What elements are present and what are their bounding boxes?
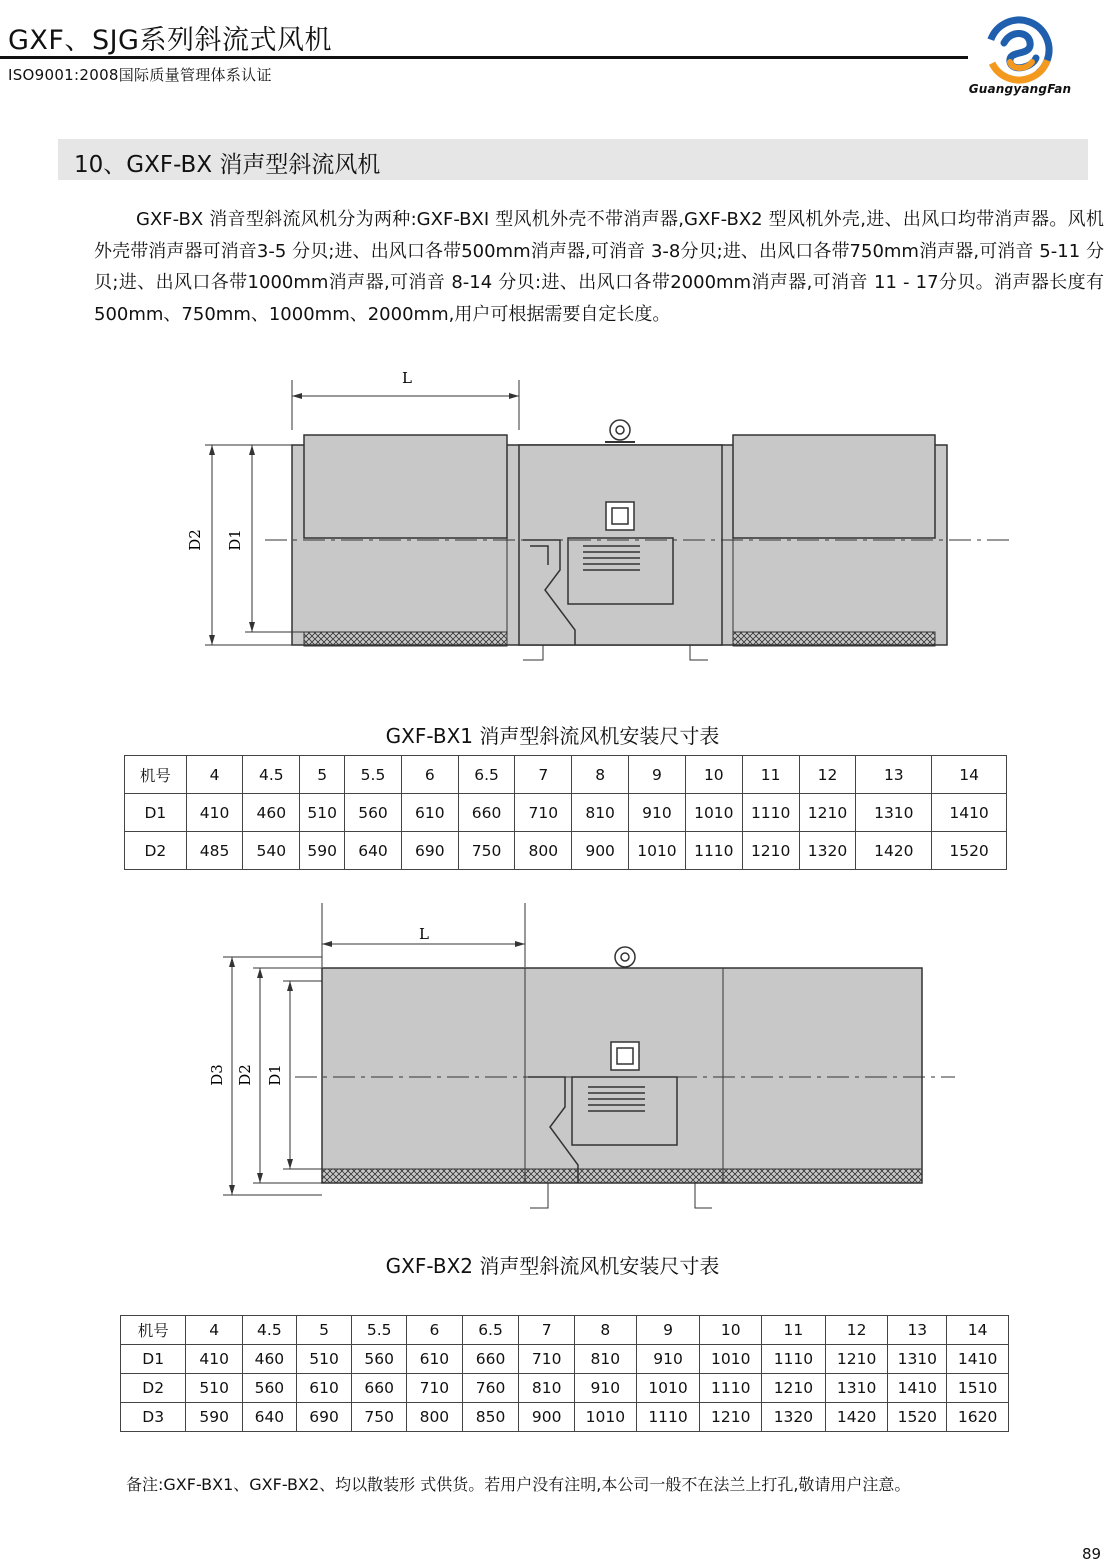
bx1-label-d1: D1: [226, 529, 244, 551]
table-cell: 1010: [636, 1374, 700, 1403]
bx2-spec-table: [120, 1315, 1009, 1432]
table-row: [125, 794, 1007, 832]
table-cell: 810: [519, 1374, 575, 1403]
bx1-label-d2: D2: [186, 529, 204, 551]
table-cell: 机号: [121, 1316, 186, 1345]
table-row: [125, 832, 1007, 870]
table-cell: 1210: [762, 1374, 826, 1403]
table-row: [121, 1374, 1009, 1403]
table-cell: 14: [947, 1316, 1009, 1345]
table-cell: 1110: [700, 1374, 762, 1403]
table-cell: 1110: [685, 832, 742, 870]
footnote: 备注:GXF-BX1、GXF-BX2、均以散装形 式供货。若用户没有注明,本公司一般不在法兰上打孔,敬请用户注意。: [126, 1475, 911, 1494]
table-cell: 12: [799, 756, 856, 794]
table-cell: 710: [407, 1374, 463, 1403]
table-cell: 1310: [856, 794, 932, 832]
table-cell: 640: [243, 1403, 297, 1432]
table-cell: 610: [401, 794, 458, 832]
table-cell: 1520: [888, 1403, 947, 1432]
table-cell: 610: [407, 1345, 463, 1374]
bx1-fan-diagram: [0, 360, 1105, 680]
table-cell: 540: [243, 832, 300, 870]
table-cell: 910: [636, 1345, 700, 1374]
table-cell: 1320: [799, 832, 856, 870]
table-cell: 760: [462, 1374, 519, 1403]
table-cell: 11: [742, 756, 799, 794]
table-cell: 10: [700, 1316, 762, 1345]
table-cell: 710: [515, 794, 572, 832]
table1-caption: GXF-BX1 消声型斜流风机安装尺寸表: [385, 724, 720, 748]
bx1-spec-table: [124, 755, 1007, 870]
table-cell: 1110: [762, 1345, 826, 1374]
table-cell: 560: [243, 1374, 297, 1403]
logo-text: GuangyangFan: [968, 82, 1072, 96]
table-cell: 1420: [856, 832, 932, 870]
table-cell: 660: [458, 794, 515, 832]
table-cell: 900: [572, 832, 629, 870]
table-cell: 1310: [888, 1345, 947, 1374]
table-cell: 8: [575, 1316, 637, 1345]
table-cell: 7: [519, 1316, 575, 1345]
table-cell: 710: [519, 1345, 575, 1374]
table-cell: 1110: [636, 1403, 700, 1432]
table2-caption: GXF-BX2 消声型斜流风机安装尺寸表: [385, 1254, 720, 1278]
table-cell: 560: [345, 794, 402, 832]
table-row: [121, 1345, 1009, 1374]
bx2-label-d3: D3: [208, 1064, 226, 1086]
table-cell: 5: [296, 1316, 352, 1345]
table-cell: 690: [401, 832, 458, 870]
section-title: 10、GXF-BX 消声型斜流风机: [74, 152, 381, 178]
table-cell: 1010: [700, 1345, 762, 1374]
table-cell: 1210: [742, 832, 799, 870]
bx2-label-d2: D2: [236, 1064, 254, 1086]
page-number: 89: [1082, 1545, 1102, 1563]
table-cell: D1: [121, 1345, 186, 1374]
certification-subtitle: ISO9001:2008国际质量管理体系认证: [8, 66, 272, 84]
table-cell: 1320: [762, 1403, 826, 1432]
table-cell: 13: [888, 1316, 947, 1345]
bx2-label-l: L: [419, 925, 429, 943]
table-cell: 13: [856, 756, 932, 794]
table-cell: 750: [352, 1403, 407, 1432]
table-cell: 11: [762, 1316, 826, 1345]
table-row: [121, 1316, 1009, 1345]
table-cell: 900: [519, 1403, 575, 1432]
table-cell: 5.5: [352, 1316, 407, 1345]
table-cell: 6.5: [462, 1316, 519, 1345]
table-cell: 5: [300, 756, 345, 794]
table-cell: 800: [515, 832, 572, 870]
document-title: GXF、SJG系列斜流式风机: [8, 25, 332, 56]
table-cell: 1210: [700, 1403, 762, 1432]
table-cell: 1620: [947, 1403, 1009, 1432]
table-cell: 510: [300, 794, 345, 832]
table-cell: 8: [572, 756, 629, 794]
table-cell: 510: [186, 1374, 243, 1403]
table-cell: 910: [629, 794, 686, 832]
table-cell: 1210: [825, 1345, 888, 1374]
table-cell: 410: [186, 1345, 243, 1374]
table-cell: 1210: [799, 794, 856, 832]
table-cell: 1310: [825, 1374, 888, 1403]
table-cell: 590: [300, 832, 345, 870]
table-cell: 800: [407, 1403, 463, 1432]
table-cell: 9: [629, 756, 686, 794]
table-cell: 660: [352, 1374, 407, 1403]
table-cell: 590: [186, 1403, 243, 1432]
table-cell: 1110: [742, 794, 799, 832]
header-divider: [0, 56, 968, 59]
table-cell: 410: [186, 794, 243, 832]
table-cell: 1410: [932, 794, 1007, 832]
table-cell: D3: [121, 1403, 186, 1432]
table-cell: 4: [186, 1316, 243, 1345]
table-cell: 660: [462, 1345, 519, 1374]
table-cell: 460: [243, 1345, 297, 1374]
table-cell: 7: [515, 756, 572, 794]
bx2-fan-diagram: [0, 895, 1105, 1225]
table-cell: 4.5: [243, 1316, 297, 1345]
bx2-label-d1: D1: [266, 1064, 284, 1086]
table-cell: 750: [458, 832, 515, 870]
table-cell: 850: [462, 1403, 519, 1432]
table-cell: 1410: [888, 1374, 947, 1403]
table-cell: 9: [636, 1316, 700, 1345]
table-cell: D1: [125, 794, 187, 832]
table-row: [121, 1403, 1009, 1432]
table-cell: 910: [575, 1374, 637, 1403]
table-cell: 4: [186, 756, 243, 794]
table-cell: 6: [401, 756, 458, 794]
table-cell: 485: [186, 832, 243, 870]
table-cell: D2: [125, 832, 187, 870]
table-cell: 1010: [685, 794, 742, 832]
table-cell: 10: [685, 756, 742, 794]
table-cell: 1010: [575, 1403, 637, 1432]
table-cell: 12: [825, 1316, 888, 1345]
table-cell: 1520: [932, 832, 1007, 870]
table-cell: 690: [296, 1403, 352, 1432]
table-cell: 6: [407, 1316, 463, 1345]
table-cell: 560: [352, 1345, 407, 1374]
table-cell: 510: [296, 1345, 352, 1374]
table-cell: 610: [296, 1374, 352, 1403]
table-cell: 1420: [825, 1403, 888, 1432]
table-cell: 4.5: [243, 756, 300, 794]
table-cell: 460: [243, 794, 300, 832]
table-cell: 810: [575, 1345, 637, 1374]
bx1-label-l: L: [402, 369, 412, 387]
table-cell: 机号: [125, 756, 187, 794]
table-cell: 1510: [947, 1374, 1009, 1403]
table-cell: 810: [572, 794, 629, 832]
table-cell: 14: [932, 756, 1007, 794]
table-cell: 5.5: [345, 756, 402, 794]
table-cell: D2: [121, 1374, 186, 1403]
intro-paragraph: GXF-BX 消音型斜流风机分为两种:GXF-BXI 型风机外壳不带消声器,GXF-BX2 型风机外壳,进、出风口均带消声器。风机外壳带消声器可消音3-5 分贝;进、出风口各带500mm消声器,可消音 3-8分贝;进、出风口各带750mm消声器,可消音 5-11 分贝;进、出风口各带1000mm消声器,可消音 8-14 分贝:进、出风口各带2000mm消声器,可消音 11 - 17分贝。消声器长度有500mm、750mm、1000mm、2000mm,用户可根据需要自定长度。: [94, 209, 1104, 325]
table-cell: 6.5: [458, 756, 515, 794]
table-row: [125, 756, 1007, 794]
table-cell: 1010: [629, 832, 686, 870]
table-cell: 1410: [947, 1345, 1009, 1374]
table-cell: 640: [345, 832, 402, 870]
